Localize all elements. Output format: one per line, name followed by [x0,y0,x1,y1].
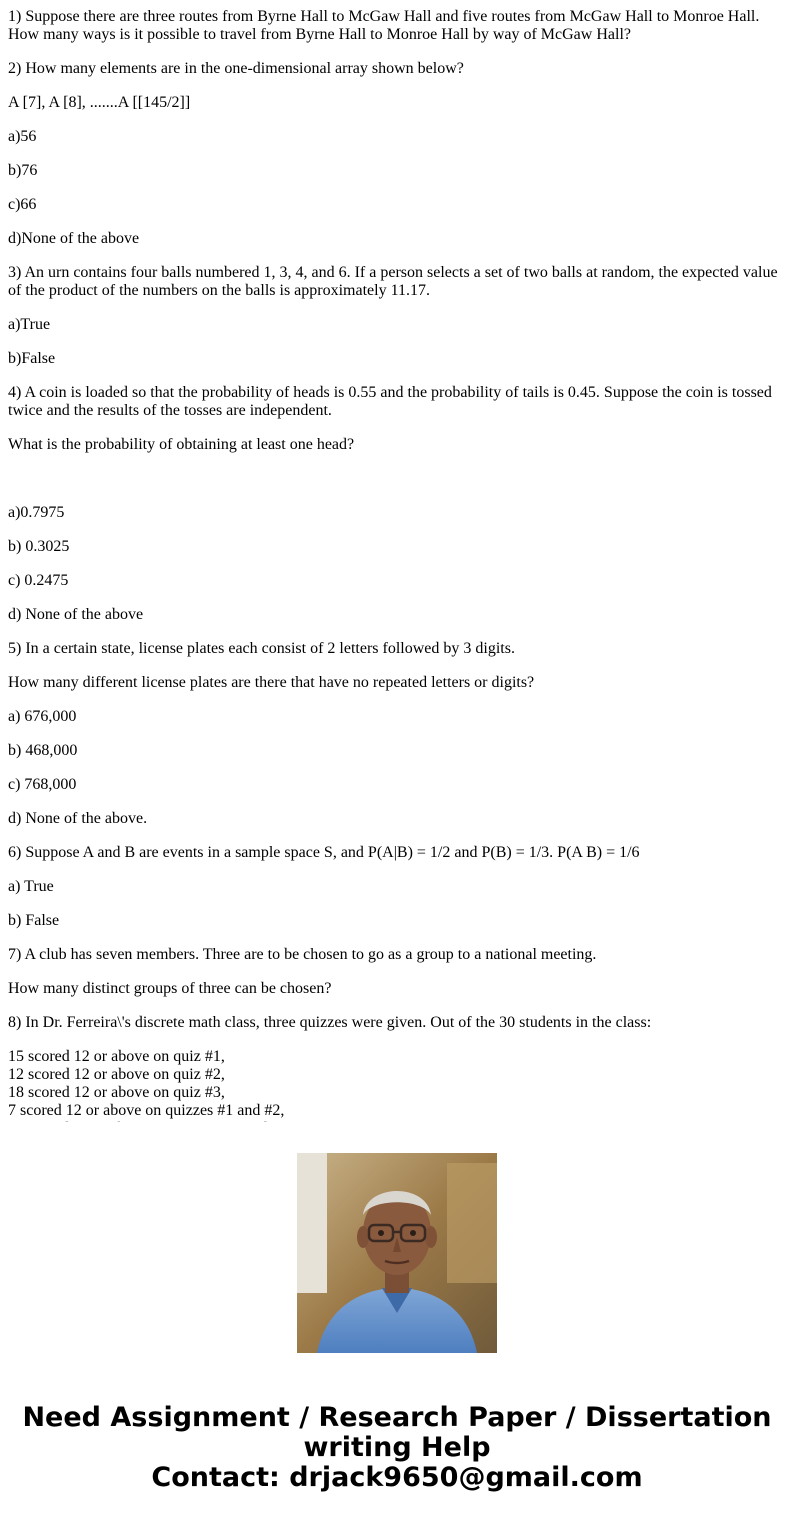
question-7: 7) A club has seven members. Three are to be chosen to go as a group to a national meeting. [8,946,597,963]
question-4-prompt: What is the probability of obtaining at least one head? [8,436,355,453]
option-b: b) 0.3025 [8,538,70,555]
question-text: 1) Suppose there are three routes from Byrne Hall to McGaw Hall and five routes from McGaw Hall to Monroe Hall. [8,8,760,25]
ad-heading-line: writing Help [303,1432,491,1463]
data-line: 12 scored 12 or above on quiz #2, [8,1066,225,1083]
option-c: c)66 [8,196,37,213]
question-text: 3) An urn contains four balls numbered 1, 3, 4, and 6. If a person selects a set of two balls at random, the expected value [8,264,778,281]
question-text: twice and the results of the tosses are independent. [8,402,332,419]
question-5: 5) In a certain state, license plates each consist of 2 letters followed by 3 digits. [8,640,515,657]
question-4 [8,384,786,420]
array-expression: A [7], A [8], .......A [[145/2]] [8,94,191,111]
question-6: 6) Suppose A and B are events in a sample space S, and P(A|B) = 1/2 and P(B) = 1/3. P(A B) = 1/6 [8,844,640,861]
data-line: 18 scored 12 or above on quiz #3, [8,1084,225,1101]
question-7-prompt: How many distinct groups of three can be chosen? [8,980,332,997]
option-d: d) None of the above. [8,810,148,827]
question-text: 4) A coin is loaded so that the probability of heads is 0.55 and the probability of tails is 0.45. Suppose the coin is tossed [8,384,772,401]
avatar [297,1153,497,1353]
option-c: c) 0.2475 [8,572,69,589]
option-b: b)False [8,350,56,367]
ad-heading-line: Need Assignment / Research Paper / Dissertation [22,1402,772,1433]
question-5-prompt: How many different license plates are there that have no repeated letters or digits? [8,674,535,691]
option-a: a) True [8,878,54,895]
option-d: d) None of the above [8,606,144,623]
document-body [8,0,786,1122]
question-2: 2) How many elements are in the one-dimensional array shown below? [8,60,464,77]
option-b: b) 468,000 [8,742,78,759]
question-1 [8,8,786,44]
question-text: of the product of the numbers on the balls is approximately 11.17. [8,282,430,299]
option-a: a)True [8,316,51,333]
option-b: b) False [8,912,60,929]
contact-message [0,1403,794,1493]
option-d: d)None of the above [8,230,140,247]
portrait-image [297,1153,497,1353]
question-3 [8,264,786,300]
help-advertisement [0,1122,794,1523]
data-line: 7 scored 12 or above on quizzes #1 and #2, [8,1102,285,1119]
option-c: c) 768,000 [8,776,77,793]
contact-email: Contact: drjack9650@gmail.com [151,1462,643,1493]
question-text: How many ways is it possible to travel from Byrne Hall to Monroe Hall by way of McGaw Hall? [8,26,631,43]
question-8: 8) In Dr. Ferreira\'s discrete math class, three quizzes were given. Out of the 30 students in the class: [8,1014,652,1031]
option-a: a) 676,000 [8,708,77,725]
option-b: b)76 [8,162,38,179]
data-line: 15 scored 12 or above on quiz #1, [8,1048,225,1065]
option-a: a)56 [8,128,37,145]
blank-paragraph [8,470,786,488]
option-a: a)0.7975 [8,504,65,521]
